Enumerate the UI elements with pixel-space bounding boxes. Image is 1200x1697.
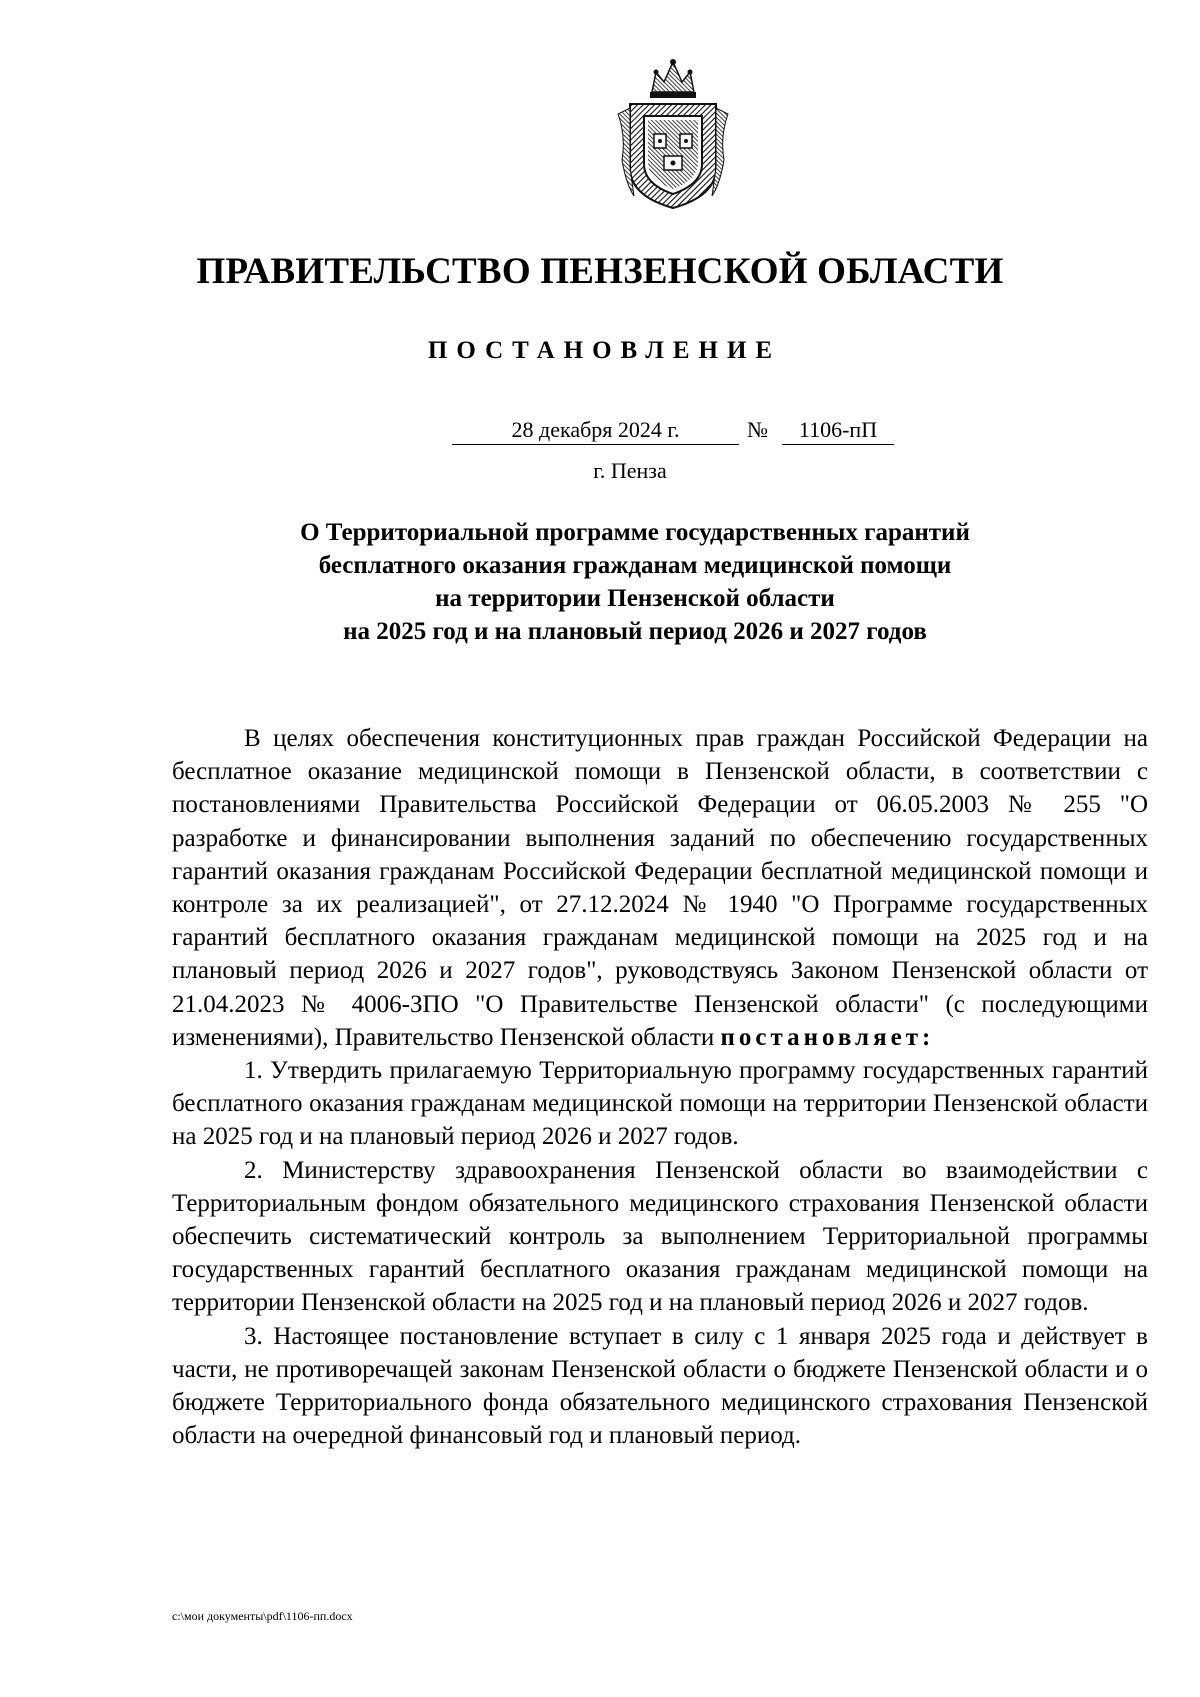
government-title: ПРАВИТЕЛЬСТВО ПЕНЗЕНСКОЙ ОБЛАСТИ [196,251,1004,292]
heading-line: на территории Пензенской области [435,585,835,612]
heading-line: на 2025 год и на плановый период 2026 и 2027 годов [343,618,927,645]
clause-paragraph: 1. Утвердить прилагаемую Территориальную программу государственных гарантий бесплатного оказания гражданам медицинской помощи на территории Пензенской области на 2025 год и на плановый период 2026 и 2027 годов. [172,1057,1148,1151]
document-date: 28 декабря 2024 г. [452,416,739,445]
document-number: 1106-пП [782,416,894,445]
preamble-paragraph [172,722,1148,1054]
clause-paragraph: 3. Настоящее постановление вступает в силу с 1 января 2025 года и действует в части, не противоречащей законам Пензенской области о бюджете Пензенской области и о бюджете Территориального фонда обязательного медицинского страхования Пензенской области на очередной финансовый год и плановый период. [172,1322,1148,1450]
document-type: ПОСТАНОВЛЕНИЕ [427,337,782,364]
preamble-text: В целях обеспечения конституционных прав граждан Российской Федерации на бесплатное оказание медицинской помощи в Пензенской области, в соответствии с постановлениями Правительства Российской Федерации от 06.05.2003 № 255 "О разработке и финансировании выполнения заданий по обеспечению государственных гарантий оказания гражданам Российской Федерации бесплатной медицинской помощи и контроле за их реализацией", от 27.12.2024 № 1940 "О Программе государственных гарантий бесплатного оказания гражданам медицинской помощи на 2025 год и на плановый период 2026 и 2027 годов", руководствуясь Законом Пензенской области от 21.04.2023 № 4006-ЗПО "О Правительстве Пензенской области" (с последующими изменениями), Правительство Пензенской области [172,725,1148,1051]
decree-word: постановляет: [720,1023,935,1051]
heading-line: О Территориальной программе государственных гарантий [300,519,970,546]
file-path: c:\мои документы\pdf\1106-пп.docx [172,1609,353,1623]
document-body [172,722,1148,1452]
heading-line: бесплатного оказания гражданам медицинской помощи [318,552,952,579]
number-sign: № [747,417,768,442]
date-number-line [0,416,1200,446]
city: г. Пенза [593,458,667,483]
clause-paragraph: 2. Министерству здравоохранения Пензенской области во взаимодействии с Территориальным фондом обязательного медицинского страхования Пензенской области обеспечить систематический контроль за выполнением Территориальной программы государственных гарантий бесплатного оказания гражданам медицинской помощи на территории Пензенской области на 2025 год и на плановый период 2026 и 2027 годов. [172,1156,1148,1317]
document-heading [170,516,1100,648]
penza-coat-of-arms-icon [612,56,734,212]
